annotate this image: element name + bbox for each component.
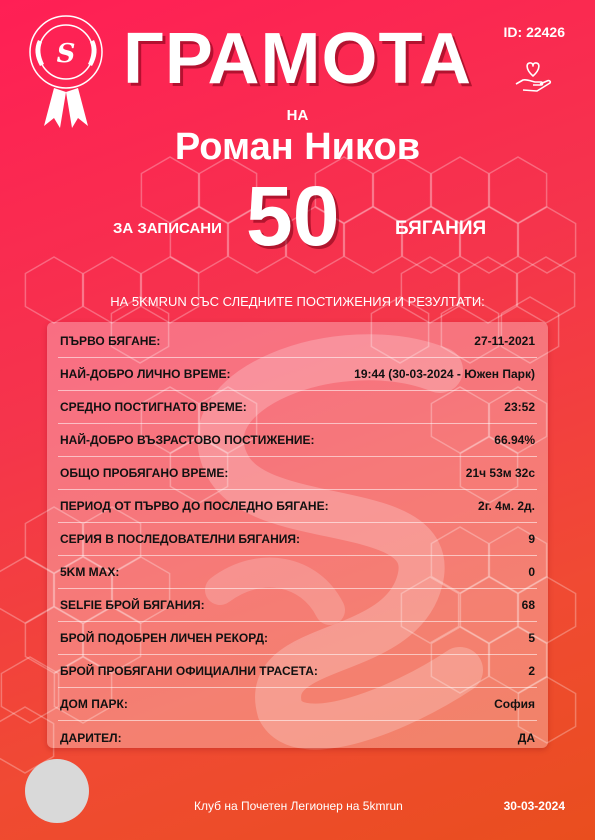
stat-label: SELFIE БРОЙ БЯГАНИЯ: [60, 598, 205, 612]
stat-label: БРОЙ ПОДОБРЕН ЛИЧЕН РЕКОРД: [60, 631, 269, 645]
stat-label: НАЙ-ДОБРО ВЪЗРАСТОВО ПОСТИЖЕНИЕ: [60, 433, 315, 447]
stat-value: ДА [517, 730, 535, 745]
stat-value: 0 [528, 565, 535, 579]
stat-value: 21ч 53м 32с [465, 466, 535, 480]
stat-row-streak [58, 523, 537, 556]
stat-row-average-time [58, 391, 537, 424]
certificate-title: ГРАМОТА [123, 19, 472, 99]
stat-label: ПЪРВО БЯГАНЕ: [60, 334, 161, 348]
stat-row-official-courses [58, 655, 537, 688]
stat-value: 2г. 4м. 2д. [478, 499, 535, 513]
stat-row-age-grade [58, 424, 537, 457]
to-label: НА [286, 107, 309, 124]
recipient-name: Роман Ников [174, 126, 421, 168]
runs-count: 50 [246, 169, 340, 263]
stat-value: 5 [528, 631, 535, 645]
stat-label: БРОЙ ПРОБЯГАНИ ОФИЦИАЛНИ ТРАСЕТА: [60, 664, 318, 678]
stats-table [47, 322, 548, 748]
stat-row-home-park [58, 688, 537, 721]
avatar [25, 759, 89, 823]
stat-row-total-time [58, 457, 537, 490]
achievements-intro: НА 5KMRUN СЪС СЛЕДНИТЕ ПОСТИЖЕНИЯ И РЕЗУЛТАТИ: [110, 294, 485, 309]
stat-label: НАЙ-ДОБРО ЛИЧНО ВРЕМЕ: [60, 367, 231, 381]
stat-value: 19:44 (30-03-2024 - Южен Парк) [354, 367, 535, 381]
certificate-id: ID: 22426 [503, 24, 565, 40]
stat-value: 23:52 [504, 400, 535, 414]
stat-row-selfie-runs [58, 589, 537, 622]
stat-value: 27-11-2021 [474, 334, 535, 348]
stat-label: ДАРИТЕЛ: [60, 730, 122, 745]
stat-row-first-run [58, 325, 537, 358]
stat-label: ОБЩО ПРОБЯГАНО ВРЕМЕ: [60, 466, 229, 480]
stat-row-donor [58, 721, 537, 754]
runs-label: БЯГАНИЯ [395, 218, 487, 239]
stat-label: 5KM MAX: [60, 565, 120, 579]
stat-value: София [494, 697, 535, 711]
issue-date: 30-03-2024 [503, 799, 565, 813]
stat-label: СЕРИЯ В ПОСЛЕДОВАТЕЛНИ БЯГАНИЯ: [60, 532, 300, 546]
stat-value: 9 [528, 532, 535, 546]
for-label: ЗА ЗАПИСАНИ [113, 220, 222, 237]
stat-label: СРЕДНО ПОСТИГНАТО ВРЕМЕ: [60, 400, 247, 414]
stat-value: 66.94% [494, 433, 535, 447]
stat-label: ПЕРИОД ОТ ПЪРВО ДО ПОСЛЕДНО БЯГАНЕ: [60, 499, 329, 513]
stat-row-pb-count [58, 622, 537, 655]
stat-row-5km-max [58, 556, 537, 589]
stat-label: ДОМ ПАРК: [60, 697, 128, 711]
stat-value: 68 [521, 598, 535, 612]
stat-row-personal-best [58, 358, 537, 391]
stat-row-period [58, 490, 537, 523]
club-name: Клуб на Почетен Легионер на 5kmrun [194, 799, 403, 813]
stat-value: 2 [528, 664, 535, 678]
svg-text:S: S [56, 39, 76, 69]
